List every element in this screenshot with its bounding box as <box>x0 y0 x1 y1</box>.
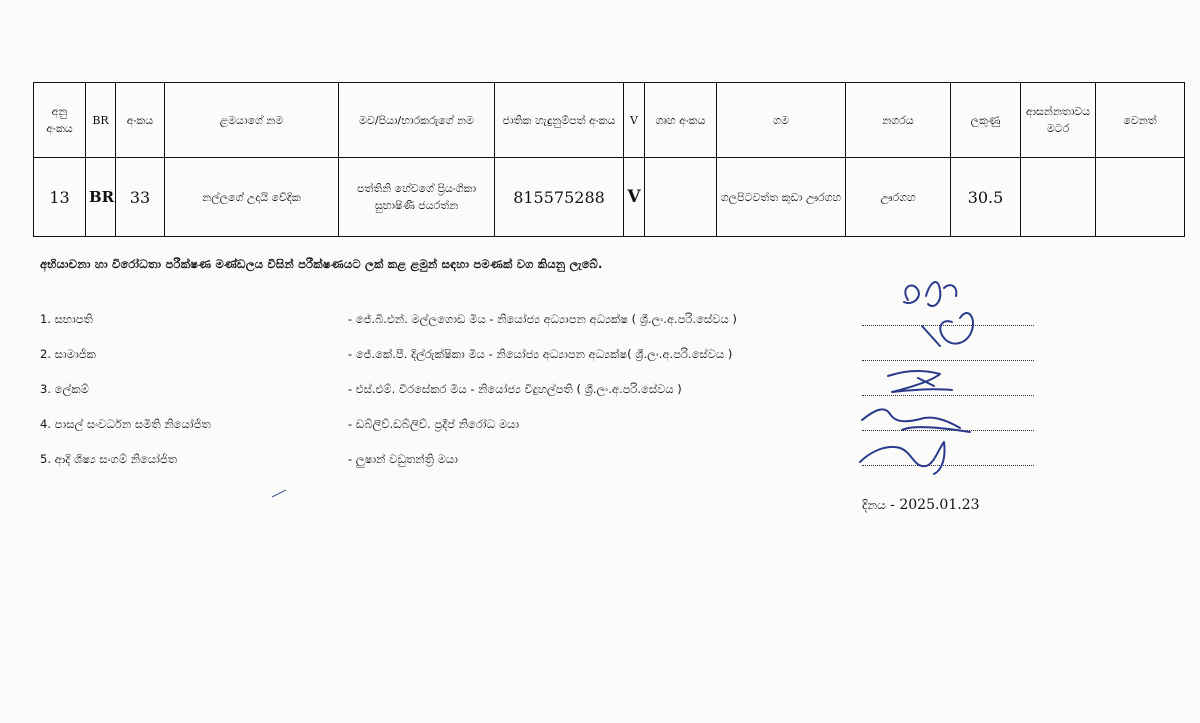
committee-list <box>40 308 1050 483</box>
signature-line <box>862 465 1034 466</box>
header-serial: අනු අංකය <box>34 83 86 158</box>
date-value: 2025.01.23 <box>899 497 980 513</box>
cell-proximity <box>1021 158 1096 237</box>
committee-member <box>40 308 1050 343</box>
cell-guardian-name: පත්තිනි හේවගේ ප්‍රියංගිකා සුභාෂිණී ජයරත්න <box>339 158 495 237</box>
pen-mark <box>272 490 286 497</box>
date-separator: - <box>890 497 900 513</box>
date-block <box>862 497 980 513</box>
cell-house-no <box>645 158 717 237</box>
signature-line <box>862 395 1034 396</box>
header-guardian-name: මව/පියා/භාරකරුගේ නම <box>339 83 495 158</box>
signature-line <box>862 360 1034 361</box>
header-proximity: ආසන්නතාවය මටර <box>1021 83 1096 158</box>
member-detail: - ජේ.කේ.පී. දිල්රුක්ෂිකා මිය - නියෝජ්‍ය අධ්‍යාපන අධ්‍යක්ෂ( ශ්‍රී.ලං.අ.පරි.සේවය ) <box>348 347 733 361</box>
member-role: 4. පාසල් සංවර්ධන සමිති නියෝජිත <box>40 417 211 431</box>
member-detail: - ලුෂාන් වඩුතන්ත්‍රි මයා <box>348 452 458 466</box>
header-br: BR <box>86 83 116 158</box>
member-role: 3. ලේකම් <box>40 382 89 396</box>
header-v: V <box>624 83 645 158</box>
cell-v: V <box>624 158 645 237</box>
header-other: වෙනත් <box>1096 83 1185 158</box>
header-marks: ලකුණු <box>951 83 1021 158</box>
cell-serial: 13 <box>34 158 86 237</box>
committee-member <box>40 448 1050 483</box>
member-role: 5. ආදි ශිෂ්‍ය සංගම් නියෝජිත <box>40 452 178 466</box>
committee-member <box>40 378 1050 413</box>
cell-village: ගලපිටවත්ත කුඩා ඌරගහ <box>717 158 846 237</box>
header-child-name: ළමයාගේ නම <box>165 83 339 158</box>
committee-member <box>40 343 1050 378</box>
table-header-row <box>34 83 1185 158</box>
member-detail: - එස්.එම්. වීරසේකර මිය - නියෝජ්‍ය විදුහල්පති ( ශ්‍රී.ලං.අ.පරි.සේවය ) <box>348 382 682 396</box>
committee-member <box>40 413 1050 448</box>
member-detail: - ජේ.බී.එන්. මල්ලගොඩ මිය - නියෝජ්‍ය අධ්‍යාපන අධ්‍යක්ෂ ( ශ්‍රී.ලං.අ.පරි.සේවය ) <box>348 312 737 326</box>
signature-line <box>862 325 1034 326</box>
student-records-table <box>33 82 1185 237</box>
cell-marks: 30.5 <box>951 158 1021 237</box>
header-house-no: ගෘහ අංකය <box>645 83 717 158</box>
header-number: අංකය <box>116 83 165 158</box>
member-detail: - ඩබ්ලිව්.ඩබ්ලිව්. ප්‍රදීප් නිරෝධ මයා <box>348 417 520 431</box>
cell-number: 33 <box>116 158 165 237</box>
cell-other <box>1096 158 1185 237</box>
date-label: දිනය <box>862 498 886 512</box>
header-nic: ජාතික හැඳුනුම්පත් අංකය <box>495 83 624 158</box>
member-role: 2. සාමාජික <box>40 347 96 361</box>
cell-br: BR <box>86 158 116 237</box>
cell-nic: 815575288 <box>495 158 624 237</box>
cell-child-name: නල්ලගේ උදායි වේදික <box>165 158 339 237</box>
responsibility-note: අභියාචනා හා විරෝධතා පරීක්ෂණ මණ්ඩලය විසින් පරීක්ෂණයට ලක් කළ ළමුන් සඳහා පමණක් වග කියනු ලැබේ. <box>40 257 603 271</box>
signature-line <box>862 430 1034 431</box>
member-role: 1. සභාපති <box>40 312 93 326</box>
header-town: නගරය <box>846 83 951 158</box>
header-village: ගම <box>717 83 846 158</box>
table-row <box>34 158 1185 237</box>
cell-town: ඌරගහ <box>846 158 951 237</box>
